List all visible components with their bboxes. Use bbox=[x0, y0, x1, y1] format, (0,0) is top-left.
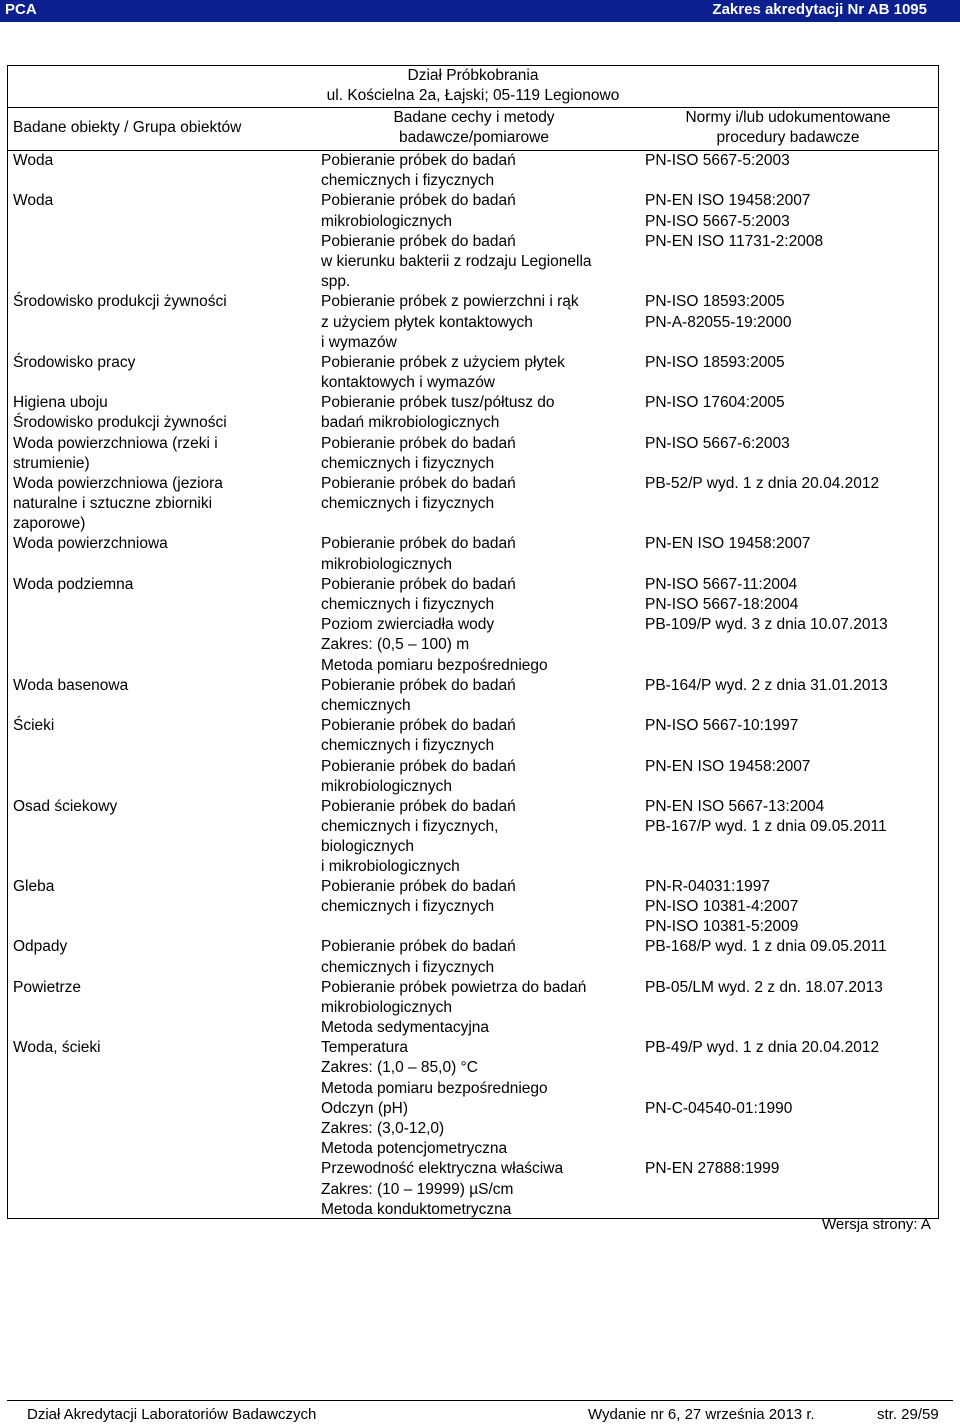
norm-cell: PB-168/P wyd. 1 z dnia 09.05.2011 bbox=[645, 938, 887, 956]
norm-cell: PB-167/P wyd. 1 z dnia 09.05.2011 bbox=[645, 817, 887, 835]
method-cell: Pobieranie próbek do badań bbox=[321, 797, 516, 815]
method-cell: z użyciem płytek kontaktowych bbox=[321, 313, 533, 331]
norm-cell: PN-EN ISO 19458:2007 bbox=[645, 535, 811, 553]
method-cell: chemicznych i fizycznych bbox=[321, 595, 495, 613]
method-cell: chemicznych i fizycznych bbox=[321, 737, 495, 755]
top-bar bbox=[0, 0, 960, 22]
method-cell: Pobieranie próbek do badań bbox=[321, 152, 516, 169]
method-cell: Pobieranie próbek do badań bbox=[321, 757, 516, 775]
method-cell: Poziom zwierciadła wody bbox=[321, 616, 495, 634]
method-cell: Odczyn (pH) bbox=[321, 1099, 408, 1117]
method-cell: Pobieranie próbek do badań bbox=[321, 475, 516, 492]
norm-cell: PN-EN 27888:1999 bbox=[645, 1160, 780, 1178]
object-cell: Woda powierzchniowa (rzeki i bbox=[13, 434, 218, 452]
object-cell: Gleba bbox=[13, 878, 55, 895]
norm-cell: PN-ISO 10381-4:2007 bbox=[645, 898, 799, 916]
norm-cell: PN-ISO 5667-5:2003 bbox=[645, 212, 790, 230]
norm-cell: PN-ISO 5667-11:2004 bbox=[645, 575, 798, 593]
norm-cell: PB-05/LM wyd. 2 z dn. 18.07.2013 bbox=[645, 978, 883, 996]
object-cell: strumienie) bbox=[13, 454, 90, 472]
method-cell: Pobieranie próbek tusz/półtusz do bbox=[321, 394, 555, 412]
norm-cell: PN-ISO 5667-10:1997 bbox=[645, 717, 799, 735]
norm-cell: PN-ISO 17604:2005 bbox=[645, 394, 785, 412]
method-cell: Pobieranie próbek do badań bbox=[321, 717, 516, 735]
norm-cell: PN-R-04031:1997 bbox=[645, 878, 770, 895]
column-header-objects: Badane obiekty / Grupa obiektów bbox=[13, 119, 242, 136]
method-cell: biologicznych bbox=[321, 837, 415, 855]
method-cell: Metoda pomiaru bezpośredniego bbox=[321, 656, 548, 674]
column-header-methods-2: badawcze/pomiarowe bbox=[399, 129, 549, 146]
method-cell: Zakres: (0,5 – 100) m bbox=[321, 636, 470, 654]
norm-cell: PN-ISO 18593:2005 bbox=[645, 353, 785, 371]
method-cell: chemicznych i fizycznych bbox=[321, 495, 495, 513]
method-cell: i mikrobiologicznych bbox=[321, 858, 460, 876]
method-cell: Pobieranie próbek do badań bbox=[321, 878, 516, 895]
norm-cell: PB-164/P wyd. 2 z dnia 31.01.2013 bbox=[645, 676, 888, 694]
object-cell: Woda powierzchniowa (jeziora bbox=[13, 475, 223, 492]
norm-cell: PN-ISO 10381-5:2009 bbox=[645, 918, 799, 936]
method-cell: Pobieranie próbek do badań bbox=[321, 938, 516, 956]
method-cell: Zakres: (1,0 – 85,0) °C bbox=[321, 1059, 478, 1077]
norm-cell: PN-EN ISO 5667-13:2004 bbox=[645, 797, 825, 815]
method-cell: mikrobiologicznych bbox=[321, 212, 452, 230]
method-cell: Pobieranie próbek z użyciem płytek bbox=[321, 353, 565, 371]
method-cell: Pobieranie próbek powietrza do badań bbox=[321, 978, 587, 996]
method-cell: chemicznych i fizycznych bbox=[321, 898, 495, 916]
norm-cell: PB-109/P wyd. 3 z dnia 10.07.2013 bbox=[645, 616, 888, 634]
method-cell: mikrobiologicznych bbox=[321, 555, 452, 573]
object-cell: Odpady bbox=[13, 938, 68, 956]
method-cell: badań mikrobiologicznych bbox=[321, 414, 500, 432]
method-cell: chemicznych i fizycznych bbox=[321, 172, 495, 190]
method-cell: Przewodność elektryczna właściwa bbox=[321, 1160, 564, 1178]
org-name: PCA bbox=[5, 1, 37, 18]
footer-divider bbox=[7, 1400, 953, 1401]
column-header-norms-1: Normy i/lub udokumentowane bbox=[685, 109, 891, 126]
method-cell: spp. bbox=[321, 273, 351, 291]
object-cell: Ścieki bbox=[13, 717, 55, 735]
method-cell: Temperatura bbox=[321, 1039, 409, 1057]
norm-cell: PN-ISO 5667-5:2003 bbox=[645, 152, 790, 169]
column-headers bbox=[8, 108, 938, 151]
method-cell: chemicznych i fizycznych bbox=[321, 454, 495, 472]
method-cell: kontaktowych i wymazów bbox=[321, 373, 496, 391]
object-cell: Woda bbox=[13, 152, 54, 169]
object-cell: Powietrze bbox=[13, 978, 82, 996]
object-cell: Woda, ścieki bbox=[13, 1039, 101, 1057]
method-cell: mikrobiologicznych bbox=[321, 777, 452, 795]
section-header bbox=[8, 66, 938, 108]
norm-cell: PN-C-04540-01:1990 bbox=[645, 1099, 793, 1117]
method-cell: Zakres: (10 – 19999) µS/cm bbox=[321, 1180, 514, 1198]
norm-cell: PB-49/P wyd. 1 z dnia 20.04.2012 bbox=[645, 1039, 880, 1057]
object-cell: Środowisko produkcji żywności bbox=[13, 293, 227, 311]
object-cell: Woda bbox=[13, 192, 54, 210]
section-title: Dział Próbkobrania bbox=[407, 67, 539, 84]
method-cell: chemicznych bbox=[321, 696, 411, 714]
object-cell: Środowisko produkcji żywności bbox=[13, 414, 227, 432]
method-cell: Zakres: (3,0-12,0) bbox=[321, 1119, 445, 1137]
page-version: Wersja strony: A bbox=[822, 1216, 931, 1233]
norm-cell: PN-EN ISO 11731-2:2008 bbox=[645, 232, 824, 250]
column-header-norms-2: procedury badawcze bbox=[716, 129, 860, 146]
norm-cell: PB-52/P wyd. 1 z dnia 20.04.2012 bbox=[645, 475, 880, 492]
table-body bbox=[8, 151, 938, 1218]
column-header-methods-1: Badane cechy i metody bbox=[393, 109, 555, 126]
footer-edition: Wydanie nr 6, 27 września 2013 r. bbox=[588, 1406, 815, 1423]
method-cell: Pobieranie próbek do badań bbox=[321, 535, 516, 553]
norm-cell: PN-ISO 5667-18:2004 bbox=[645, 595, 799, 613]
object-cell: Środowisko pracy bbox=[13, 353, 136, 371]
method-cell: Pobieranie próbek z powierzchni i rąk bbox=[321, 293, 579, 311]
method-cell: Metoda potencjometryczna bbox=[321, 1140, 508, 1158]
method-cell: mikrobiologicznych bbox=[321, 998, 452, 1016]
method-cell: Pobieranie próbek do badań bbox=[321, 575, 516, 593]
norm-cell: PN-EN ISO 19458:2007 bbox=[645, 757, 811, 775]
method-cell: Metoda pomiaru bezpośredniego bbox=[321, 1079, 548, 1097]
method-cell: Pobieranie próbek do badań bbox=[321, 192, 516, 210]
object-cell: Woda powierzchniowa bbox=[13, 535, 168, 553]
footer-page-number: str. 29/59 bbox=[877, 1406, 939, 1423]
object-cell: Osad ściekowy bbox=[13, 797, 118, 815]
doc-title: Zakres akredytacji Nr AB 1095 bbox=[712, 1, 927, 18]
method-cell: chemicznych i fizycznych bbox=[321, 958, 495, 976]
object-cell: naturalne i sztuczne zbiorniki bbox=[13, 495, 213, 513]
method-cell: i wymazów bbox=[321, 333, 397, 351]
norm-cell: PN-EN ISO 19458:2007 bbox=[645, 192, 811, 210]
method-cell: chemicznych i fizycznych, bbox=[321, 817, 499, 835]
section-address: ul. Kościelna 2a, Łajski; 05-119 Legionowo bbox=[326, 87, 620, 104]
object-cell: zaporowe) bbox=[13, 515, 86, 533]
norm-cell: PN-A-82055-19:2000 bbox=[645, 313, 792, 331]
footer-department: Dział Akredytacji Laboratoriów Badawczych bbox=[27, 1406, 317, 1423]
accreditation-table bbox=[7, 65, 939, 1219]
method-cell: Pobieranie próbek do badań bbox=[321, 232, 516, 250]
method-cell: Metoda konduktometryczna bbox=[321, 1200, 512, 1218]
norm-cell: PN-ISO 18593:2005 bbox=[645, 293, 785, 311]
object-cell: Woda basenowa bbox=[13, 676, 129, 694]
method-cell: w kierunku bakterii z rodzaju Legionella bbox=[321, 252, 592, 270]
object-cell: Higiena uboju bbox=[13, 394, 108, 412]
method-cell: Pobieranie próbek do badań bbox=[321, 676, 516, 694]
method-cell: Metoda sedymentacyjna bbox=[321, 1019, 490, 1037]
norm-cell: PN-ISO 5667-6:2003 bbox=[645, 434, 790, 452]
method-cell: Pobieranie próbek do badań bbox=[321, 434, 516, 452]
object-cell: Woda podziemna bbox=[13, 575, 134, 593]
